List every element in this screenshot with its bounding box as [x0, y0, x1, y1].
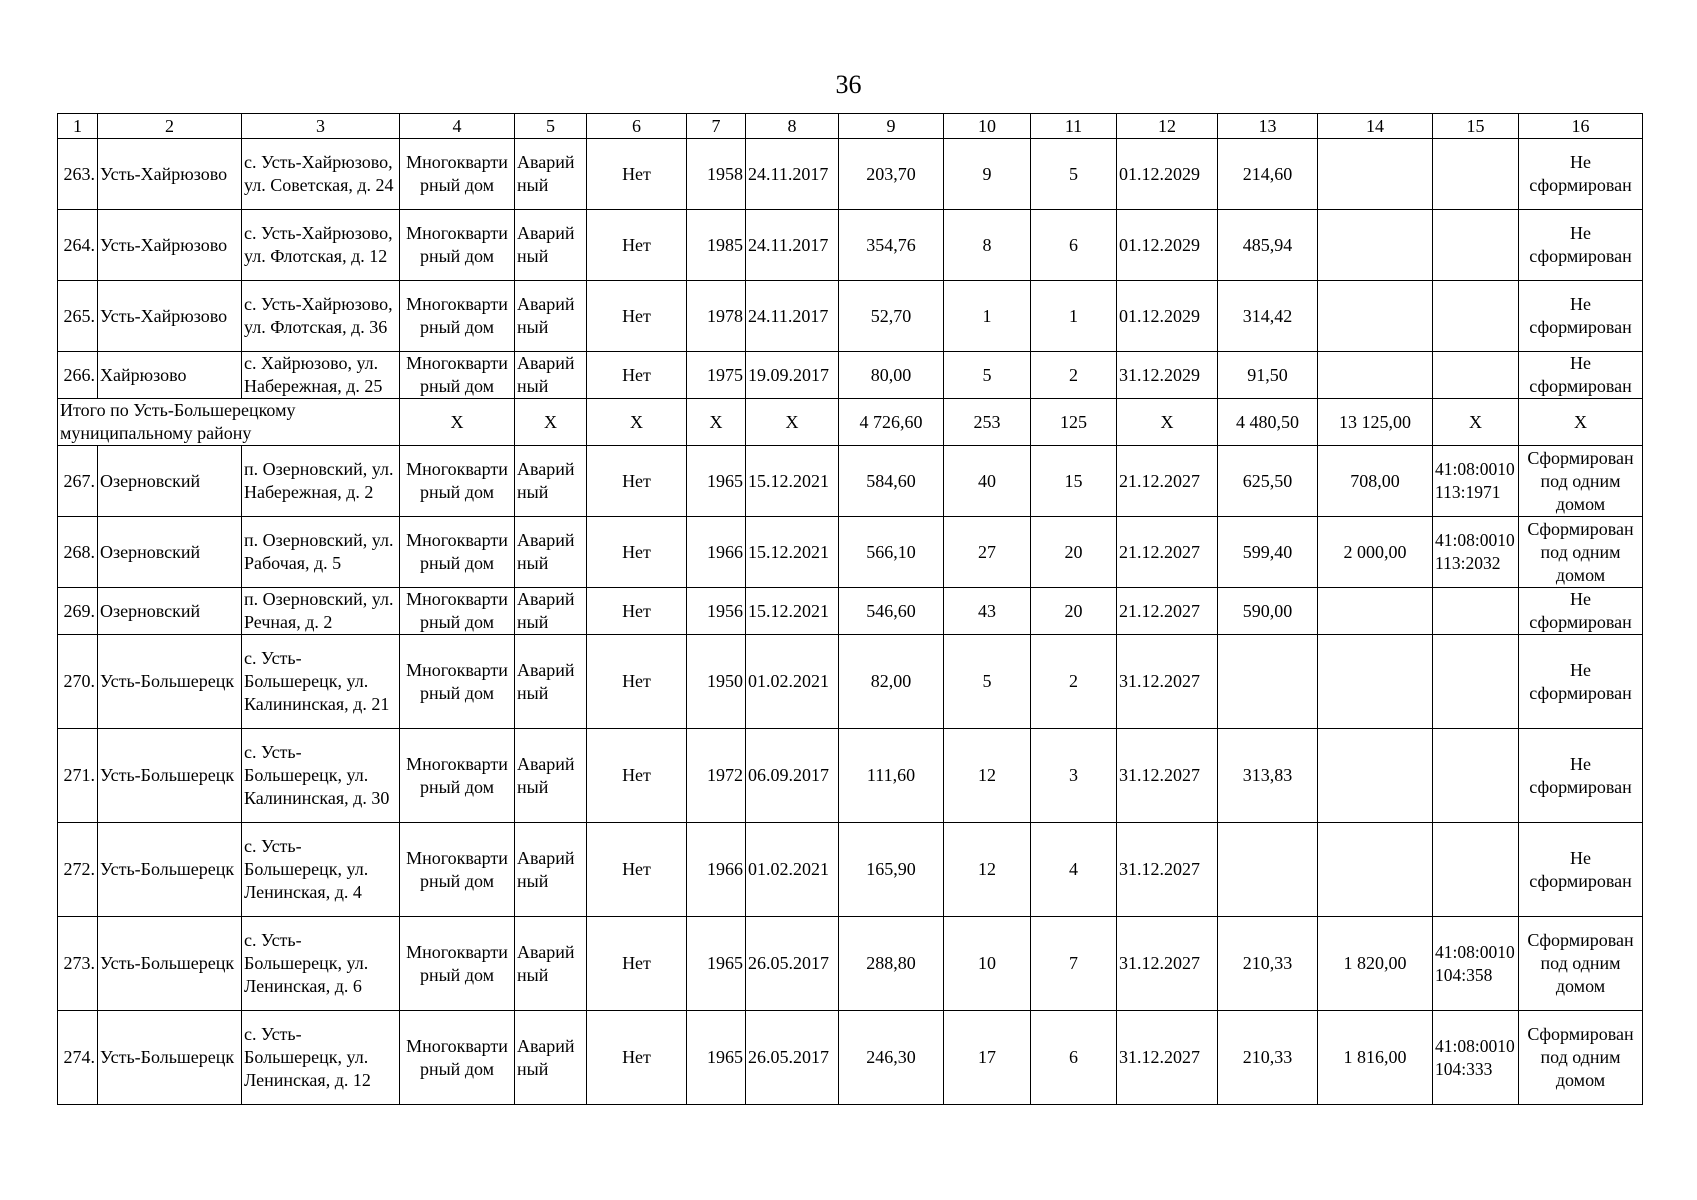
column-6-value: Нет — [587, 139, 687, 210]
column-14-value: 1 816,00 — [1318, 1011, 1433, 1105]
table-row — [58, 210, 1643, 281]
settlement-name: Хайрюзово — [98, 352, 242, 399]
building-status: Аварийный — [515, 588, 587, 635]
building-status: Аварийный — [515, 210, 587, 281]
cadastral-number — [1433, 588, 1519, 635]
land-plot-status: Не сформирован — [1519, 352, 1643, 399]
column-14-value: 708,00 — [1318, 446, 1433, 517]
column-14-value: 2 000,00 — [1318, 517, 1433, 588]
column-13-value: 590,00 — [1218, 588, 1318, 635]
residents-count: 12 — [944, 823, 1031, 917]
column-6-value: Нет — [587, 281, 687, 352]
column-13-value: 214,60 — [1218, 139, 1318, 210]
column-6-value: Нет — [587, 917, 687, 1011]
apartments-count: 1 — [1031, 281, 1117, 352]
column-number-row — [58, 114, 1643, 139]
column-header: 6 — [587, 114, 687, 139]
column-14-value — [1318, 588, 1433, 635]
address: с. Усть-Хайрюзово, ул. Советская, д. 24 — [242, 139, 400, 210]
table-row — [58, 823, 1643, 917]
building-type: Многоквартирный дом — [400, 446, 515, 517]
planned-date: 21.12.2027 — [1117, 517, 1218, 588]
area-value: 111,60 — [839, 729, 944, 823]
housing-registry-table — [57, 113, 1643, 1105]
cadastral-number — [1433, 729, 1519, 823]
settlement-name: Озерновский — [98, 517, 242, 588]
row-number: 269. — [58, 588, 98, 635]
column-13-value: 599,40 — [1218, 517, 1318, 588]
planned-date: 31.12.2027 — [1117, 635, 1218, 729]
total-value: X — [587, 399, 687, 446]
settlement-name: Озерновский — [98, 588, 242, 635]
column-13-value: 210,33 — [1218, 1011, 1318, 1105]
column-6-value: Нет — [587, 635, 687, 729]
column-header: 14 — [1318, 114, 1433, 139]
residents-count: 40 — [944, 446, 1031, 517]
planned-date: 31.12.2027 — [1117, 1011, 1218, 1105]
construction-year: 1965 — [687, 917, 746, 1011]
table-row — [58, 517, 1643, 588]
apartments-count: 20 — [1031, 588, 1117, 635]
residents-count: 1 — [944, 281, 1031, 352]
settlement-name: Усть-Большерецк — [98, 823, 242, 917]
construction-year: 1965 — [687, 1011, 746, 1105]
planned-date: 01.12.2029 — [1117, 281, 1218, 352]
total-value: X — [400, 399, 515, 446]
table-row — [58, 635, 1643, 729]
area-value: 203,70 — [839, 139, 944, 210]
settlement-name: Усть-Хайрюзово — [98, 139, 242, 210]
column-14-value — [1318, 635, 1433, 729]
column-header: 11 — [1031, 114, 1117, 139]
cadastral-number — [1433, 352, 1519, 399]
column-13-value: 485,94 — [1218, 210, 1318, 281]
residents-count: 12 — [944, 729, 1031, 823]
building-status: Аварийный — [515, 352, 587, 399]
total-value: X — [515, 399, 587, 446]
recognition-date: 15.12.2021 — [746, 517, 839, 588]
apartments-count: 20 — [1031, 517, 1117, 588]
planned-date: 31.12.2029 — [1117, 352, 1218, 399]
planned-date: 31.12.2027 — [1117, 917, 1218, 1011]
construction-year: 1972 — [687, 729, 746, 823]
apartments-count: 5 — [1031, 139, 1117, 210]
column-13-value: 313,83 — [1218, 729, 1318, 823]
building-status: Аварийный — [515, 517, 587, 588]
table-row — [58, 139, 1643, 210]
area-value: 546,60 — [839, 588, 944, 635]
column-14-value — [1318, 210, 1433, 281]
cadastral-number: 41:08:0010113:2032 — [1433, 517, 1519, 588]
page-number: 36 — [835, 70, 862, 99]
settlement-name: Усть-Хайрюзово — [98, 210, 242, 281]
cadastral-number — [1433, 823, 1519, 917]
column-14-value — [1318, 139, 1433, 210]
address: с. Усть-Большерецк, ул. Калининская, д. 21 — [242, 635, 400, 729]
building-type: Многоквартирный дом — [400, 917, 515, 1011]
column-header: 12 — [1117, 114, 1218, 139]
total-value: 125 — [1031, 399, 1117, 446]
column-14-value: 1 820,00 — [1318, 917, 1433, 1011]
table-row — [58, 352, 1643, 399]
address: с. Хайрюзово, ул. Набережная, д. 25 — [242, 352, 400, 399]
column-header: 8 — [746, 114, 839, 139]
total-value: X — [1117, 399, 1218, 446]
planned-date: 01.12.2029 — [1117, 139, 1218, 210]
recognition-date: 19.09.2017 — [746, 352, 839, 399]
apartments-count: 3 — [1031, 729, 1117, 823]
recognition-date: 26.05.2017 — [746, 917, 839, 1011]
total-value: X — [1433, 399, 1519, 446]
row-number: 274. — [58, 1011, 98, 1105]
total-value: 13 125,00 — [1318, 399, 1433, 446]
land-plot-status: Не сформирован — [1519, 210, 1643, 281]
land-plot-status: Сформирован под одним домом — [1519, 917, 1643, 1011]
building-type: Многоквартирный дом — [400, 352, 515, 399]
building-status: Аварийный — [515, 729, 587, 823]
column-13-value: 210,33 — [1218, 917, 1318, 1011]
area-value: 288,80 — [839, 917, 944, 1011]
planned-date: 31.12.2027 — [1117, 823, 1218, 917]
total-value: 4 480,50 — [1218, 399, 1318, 446]
table-row — [58, 1011, 1643, 1105]
building-status: Аварийный — [515, 139, 587, 210]
column-header: 4 — [400, 114, 515, 139]
cadastral-number — [1433, 281, 1519, 352]
recognition-date: 01.02.2021 — [746, 823, 839, 917]
column-6-value: Нет — [587, 588, 687, 635]
land-plot-status: Не сформирован — [1519, 729, 1643, 823]
apartments-count: 15 — [1031, 446, 1117, 517]
row-number: 271. — [58, 729, 98, 823]
cadastral-number — [1433, 635, 1519, 729]
land-plot-status: Сформирован под одним домом — [1519, 517, 1643, 588]
column-13-value: 625,50 — [1218, 446, 1318, 517]
building-type: Многоквартирный дом — [400, 210, 515, 281]
apartments-count: 6 — [1031, 210, 1117, 281]
address: с. Усть-Большерецк, ул. Ленинская, д. 4 — [242, 823, 400, 917]
cadastral-number: 41:08:0010104:358 — [1433, 917, 1519, 1011]
area-value: 165,90 — [839, 823, 944, 917]
construction-year: 1965 — [687, 446, 746, 517]
residents-count: 10 — [944, 917, 1031, 1011]
address: с. Усть-Большерецк, ул. Калининская, д. 30 — [242, 729, 400, 823]
column-6-value: Нет — [587, 1011, 687, 1105]
cadastral-number: 41:08:0010113:1971 — [1433, 446, 1519, 517]
residents-count: 9 — [944, 139, 1031, 210]
building-status: Аварийный — [515, 635, 587, 729]
construction-year: 1966 — [687, 823, 746, 917]
total-value: X — [1519, 399, 1643, 446]
building-status: Аварийный — [515, 823, 587, 917]
total-value: X — [746, 399, 839, 446]
row-number: 268. — [58, 517, 98, 588]
planned-date: 21.12.2027 — [1117, 446, 1218, 517]
total-label: Итого по Усть-Большерецкому муниципальному району — [58, 399, 400, 446]
address: с. Усть-Хайрюзово, ул. Флотская, д. 36 — [242, 281, 400, 352]
column-6-value: Нет — [587, 517, 687, 588]
column-14-value — [1318, 352, 1433, 399]
table-row — [58, 588, 1643, 635]
building-type: Многоквартирный дом — [400, 517, 515, 588]
row-number: 273. — [58, 917, 98, 1011]
row-number: 272. — [58, 823, 98, 917]
recognition-date: 24.11.2017 — [746, 281, 839, 352]
recognition-date: 06.09.2017 — [746, 729, 839, 823]
land-plot-status: Не сформирован — [1519, 635, 1643, 729]
address: с. Усть-Большерецк, ул. Ленинская, д. 6 — [242, 917, 400, 1011]
table-row — [58, 729, 1643, 823]
area-value: 52,70 — [839, 281, 944, 352]
column-header: 9 — [839, 114, 944, 139]
planned-date: 01.12.2029 — [1117, 210, 1218, 281]
address: с. Усть-Хайрюзово, ул. Флотская, д. 12 — [242, 210, 400, 281]
area-value: 354,76 — [839, 210, 944, 281]
construction-year: 1950 — [687, 635, 746, 729]
residents-count: 27 — [944, 517, 1031, 588]
column-header: 15 — [1433, 114, 1519, 139]
construction-year: 1985 — [687, 210, 746, 281]
building-type: Многоквартирный дом — [400, 588, 515, 635]
total-value: X — [687, 399, 746, 446]
settlement-name: Озерновский — [98, 446, 242, 517]
settlement-name: Усть-Хайрюзово — [98, 281, 242, 352]
column-header: 1 — [58, 114, 98, 139]
column-header: 3 — [242, 114, 400, 139]
table-row — [58, 917, 1643, 1011]
area-value: 246,30 — [839, 1011, 944, 1105]
land-plot-status: Сформирован под одним домом — [1519, 1011, 1643, 1105]
apartments-count: 4 — [1031, 823, 1117, 917]
column-header: 13 — [1218, 114, 1318, 139]
area-value: 584,60 — [839, 446, 944, 517]
planned-date: 21.12.2027 — [1117, 588, 1218, 635]
column-6-value: Нет — [587, 352, 687, 399]
construction-year: 1978 — [687, 281, 746, 352]
column-6-value: Нет — [587, 446, 687, 517]
construction-year: 1975 — [687, 352, 746, 399]
residents-count: 17 — [944, 1011, 1031, 1105]
total-value: 4 726,60 — [839, 399, 944, 446]
column-header: 7 — [687, 114, 746, 139]
recognition-date: 24.11.2017 — [746, 210, 839, 281]
land-plot-status: Не сформирован — [1519, 823, 1643, 917]
column-header: 2 — [98, 114, 242, 139]
row-number: 264. — [58, 210, 98, 281]
construction-year: 1958 — [687, 139, 746, 210]
recognition-date: 01.02.2021 — [746, 635, 839, 729]
row-number: 267. — [58, 446, 98, 517]
residents-count: 43 — [944, 588, 1031, 635]
apartments-count: 6 — [1031, 1011, 1117, 1105]
address: с. Усть-Большерецк, ул. Ленинская, д. 12 — [242, 1011, 400, 1105]
table-row — [58, 446, 1643, 517]
column-6-value: Нет — [587, 823, 687, 917]
column-13-value — [1218, 635, 1318, 729]
land-plot-status: Не сформирован — [1519, 139, 1643, 210]
row-number: 266. — [58, 352, 98, 399]
row-number: 270. — [58, 635, 98, 729]
building-type: Многоквартирный дом — [400, 729, 515, 823]
settlement-name: Усть-Большерецк — [98, 729, 242, 823]
construction-year: 1966 — [687, 517, 746, 588]
column-header: 16 — [1519, 114, 1643, 139]
column-6-value: Нет — [587, 729, 687, 823]
recognition-date: 26.05.2017 — [746, 1011, 839, 1105]
row-number: 265. — [58, 281, 98, 352]
building-status: Аварийный — [515, 917, 587, 1011]
table-row — [58, 281, 1643, 352]
address: п. Озерновский, ул. Речная, д. 2 — [242, 588, 400, 635]
residents-count: 8 — [944, 210, 1031, 281]
building-type: Многоквартирный дом — [400, 281, 515, 352]
column-6-value: Нет — [587, 210, 687, 281]
residents-count: 5 — [944, 635, 1031, 729]
column-header: 5 — [515, 114, 587, 139]
settlement-name: Усть-Большерецк — [98, 635, 242, 729]
construction-year: 1956 — [687, 588, 746, 635]
address: п. Озерновский, ул. Набережная, д. 2 — [242, 446, 400, 517]
building-status: Аварийный — [515, 281, 587, 352]
planned-date: 31.12.2027 — [1117, 729, 1218, 823]
address: п. Озерновский, ул. Рабочая, д. 5 — [242, 517, 400, 588]
column-header: 10 — [944, 114, 1031, 139]
area-value: 80,00 — [839, 352, 944, 399]
recognition-date: 15.12.2021 — [746, 446, 839, 517]
recognition-date: 24.11.2017 — [746, 139, 839, 210]
area-value: 82,00 — [839, 635, 944, 729]
building-status: Аварийный — [515, 446, 587, 517]
area-value: 566,10 — [839, 517, 944, 588]
residents-count: 5 — [944, 352, 1031, 399]
column-14-value — [1318, 281, 1433, 352]
total-row — [58, 399, 1643, 446]
cadastral-number — [1433, 139, 1519, 210]
settlement-name: Усть-Большерецк — [98, 1011, 242, 1105]
building-type: Многоквартирный дом — [400, 139, 515, 210]
apartments-count: 7 — [1031, 917, 1117, 1011]
building-status: Аварийный — [515, 1011, 587, 1105]
apartments-count: 2 — [1031, 352, 1117, 399]
land-plot-status: Сформирован под одним домом — [1519, 446, 1643, 517]
apartments-count: 2 — [1031, 635, 1117, 729]
recognition-date: 15.12.2021 — [746, 588, 839, 635]
column-14-value — [1318, 729, 1433, 823]
building-type: Многоквартирный дом — [400, 635, 515, 729]
total-value: 253 — [944, 399, 1031, 446]
building-type: Многоквартирный дом — [400, 823, 515, 917]
column-14-value — [1318, 823, 1433, 917]
column-13-value: 314,42 — [1218, 281, 1318, 352]
settlement-name: Усть-Большерецк — [98, 917, 242, 1011]
cadastral-number: 41:08:0010104:333 — [1433, 1011, 1519, 1105]
land-plot-status: Не сформирован — [1519, 588, 1643, 635]
row-number: 263. — [58, 139, 98, 210]
land-plot-status: Не сформирован — [1519, 281, 1643, 352]
cadastral-number — [1433, 210, 1519, 281]
building-type: Многоквартирный дом — [400, 1011, 515, 1105]
column-13-value: 91,50 — [1218, 352, 1318, 399]
column-13-value — [1218, 823, 1318, 917]
